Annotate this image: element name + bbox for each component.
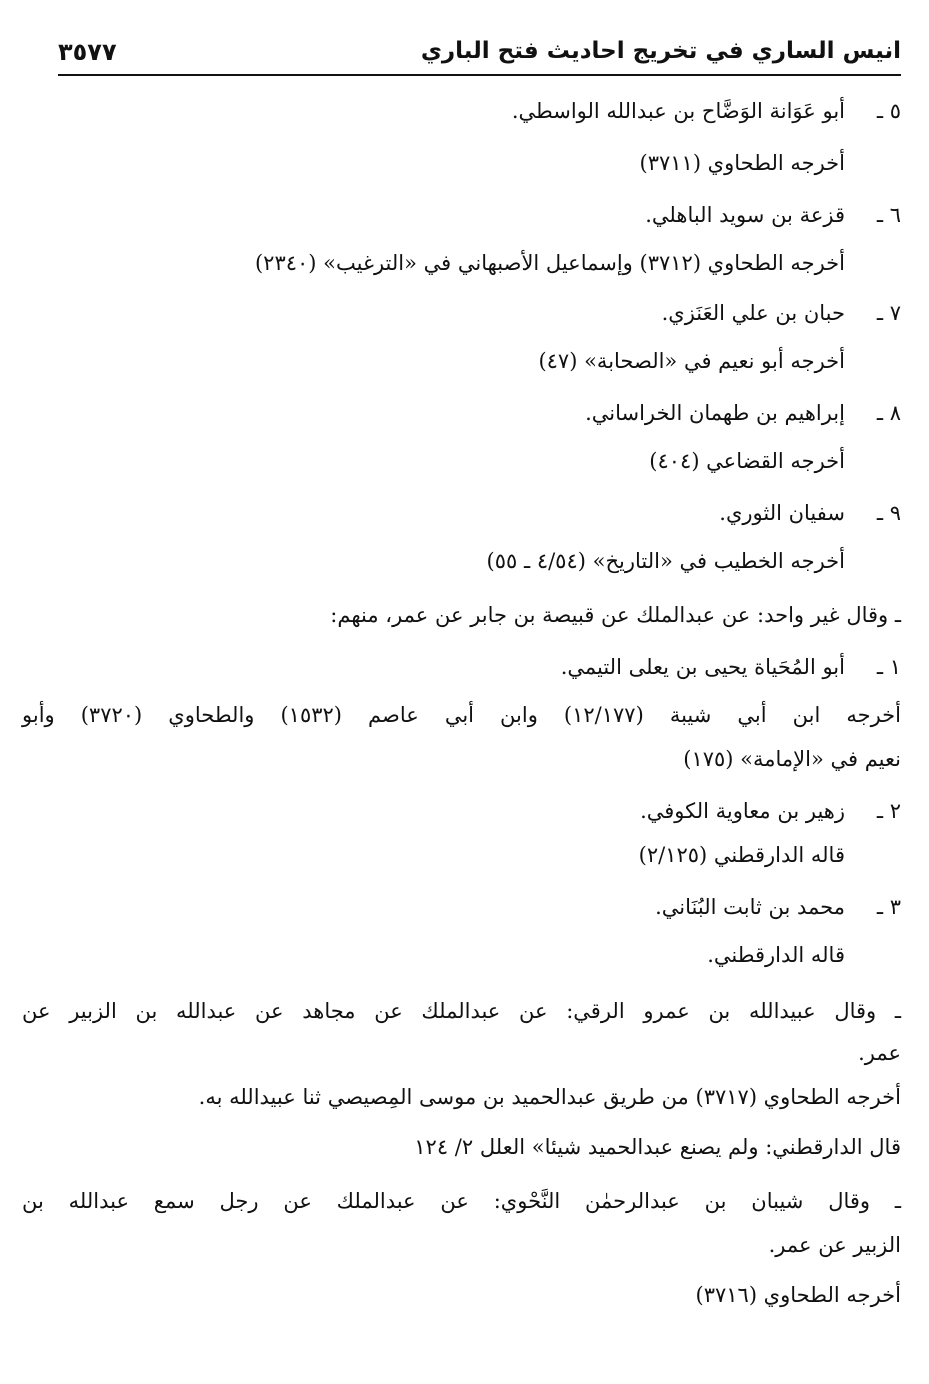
- page-number: ٣٥٧٧: [58, 38, 117, 66]
- source-reference-continued: نعيم في «الإمامة» (١٧٥): [683, 747, 901, 771]
- entry-text: زهير بن معاوية الكوفي.: [640, 799, 845, 823]
- entry-text: أبو عَوَانة الوَضَّاح بن عبدالله الواسطي.: [511, 99, 845, 123]
- entry-number: ٨ ـ: [876, 401, 901, 425]
- narrator-entry: [655, 892, 901, 922]
- section-paragraph-continued: عمر.: [858, 1041, 901, 1065]
- section-paragraph: ـ وقال عبيدالله بن عمرو الرقي: عن عبدالملك عن مجاهد عن عبدالله بن الزبير عن: [22, 999, 901, 1023]
- page-header: [58, 36, 901, 76]
- narrator-entry: [645, 200, 901, 230]
- entry-number: ٧ ـ: [876, 301, 901, 325]
- entry-number: ٢ ـ: [876, 799, 901, 823]
- entry-text: إبراهيم بن طهمان الخراساني.: [585, 401, 845, 425]
- source-reference: أخرجه ابن أبي شيبة (١٢/١٧٧) وابن أبي عاصم (١٥٣٢) والطحاوي (٣٧٢٠) وأبو: [22, 703, 902, 727]
- header-divider: [58, 74, 901, 76]
- source-reference: أخرجه الخطيب في «التاريخ» (٤/٥٤ ـ ٥٥): [486, 549, 845, 573]
- running-title: انيس الساري في تخريج احاديث فتح الباري: [420, 38, 901, 64]
- narrator-entry: [512, 96, 901, 126]
- source-reference: أخرجه الطحاوي (٣٧١٧) من طريق عبدالحميد بن موسى المِصيصي ثنا عبيدالله به.: [198, 1085, 901, 1109]
- source-reference: أخرجه أبو نعيم في «الصحابة» (٤٧): [538, 349, 845, 373]
- entry-number: ٥ ـ: [876, 99, 901, 123]
- entry-number: ٦ ـ: [876, 203, 901, 227]
- section-paragraph-continued: الزبير عن عمر.: [768, 1233, 901, 1257]
- entry-number: ١ ـ: [876, 655, 901, 679]
- source-reference: قاله الدارقطني (٢/١٢٥): [638, 843, 845, 867]
- entry-text: قزعة بن سويد الباهلي.: [645, 203, 845, 227]
- narrator-entry: [640, 796, 901, 826]
- entry-number: ٣ ـ: [876, 895, 901, 919]
- source-reference: أخرجه الطحاوي (٣٧١٢) وإسماعيل الأصبهاني في «الترغيب» (٢٣٤٠): [254, 251, 845, 275]
- narrator-entry: [662, 298, 901, 328]
- entry-number: ٩ ـ: [876, 501, 901, 525]
- section-paragraph: ـ وقال شيبان بن عبدالرحمٰن النَّحْوي: عن عبدالملك عن رجل سمع عبدالله بن: [22, 1189, 901, 1213]
- source-reference: قاله الدارقطني.: [707, 943, 845, 967]
- entry-text: حبان بن علي العَنَزي.: [661, 301, 845, 325]
- critic-quote: قال الدارقطني: ولم يصنع عبدالحميد شيئا» العلل ٢/ ١٢٤: [414, 1135, 901, 1159]
- section-paragraph: ـ وقال غير واحد: عن عبدالملك عن قبيصة بن جابر عن عمر، منهم:: [330, 603, 901, 627]
- narrator-entry: [561, 652, 901, 682]
- narrator-entry: [719, 498, 901, 528]
- source-reference: أخرجه القضاعي (٤٠٤): [649, 449, 845, 473]
- entry-text: سفيان الثوري.: [719, 501, 845, 525]
- narrator-entry: [585, 398, 901, 428]
- entry-text: محمد بن ثابت البُنَاني.: [655, 895, 845, 919]
- entry-text: أبو المُحَياة يحيى بن يعلى التيمي.: [560, 655, 845, 679]
- source-reference: أخرجه الطحاوي (٣٧١٦): [695, 1283, 901, 1307]
- source-reference: أخرجه الطحاوي (٣٧١١): [639, 151, 845, 175]
